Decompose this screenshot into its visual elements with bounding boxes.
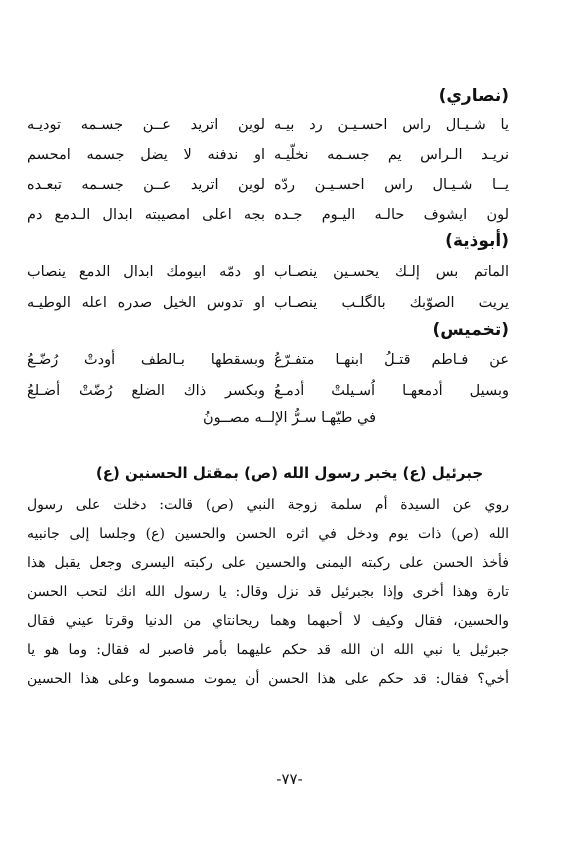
story-line-5: والحسين، فقال وكيف لا أحبهما وهما ريحانتاي من الدنيا وقرتا عيني فقال — [27, 613, 509, 629]
abuthiya-verse-1-second-hemistich: او دمّه ابيومك ابدال الدمع ينصاب — [27, 264, 265, 280]
nasari-verse-2-second-hemistich: او ندفنه لا يضل جسمه امحسم — [27, 147, 265, 163]
takhmis-verse-1-first-hemistich: عن فـاطم قتـلُ ابنهـا متفـرّعُ — [274, 352, 509, 368]
abuthiya-heading: (أبوذية) — [445, 231, 509, 251]
nasari-heading: (نصاري) — [438, 86, 509, 106]
nasari-verse-1-second-hemistich: لوين اتريد عــن جسـمه توديـه — [27, 117, 265, 133]
story-title: جبرئيل (ع) يخبر رسول الله (ص) بمقتل الحسنين (ع) — [95, 464, 484, 482]
nasari-verse-1-first-hemistich: يا شـيـال راس احسـيـن رد بيـه — [274, 117, 509, 133]
abuthiya-verse-2-first-hemistich: يريت الصوّبك بالگلـب ينصـاب — [274, 295, 509, 311]
nasari-verse-3-second-hemistich: لوين اتريد عــن جسـمه تبعـده — [27, 177, 265, 193]
story-line-7: أخي؟ فقال: قد حكم على هذا الحسن أن يموت مسموما وعلى هذا الحسين — [27, 671, 509, 687]
story-line-2: الله (ص) ذات يوم ودخل في اثره الحسن والحسين (ع) وجلسا إلى جانبيه — [27, 526, 509, 542]
takhmis-closing-line: في طيّهـا سـرُّ الإلــه مصــونُ — [202, 410, 377, 426]
abuthiya-verse-2-second-hemistich: او تدوس الخيل صدره اعله الوطيـه — [27, 295, 265, 311]
nasari-verse-4-second-hemistich: بجه اعلى امصيبته ابدال الـدمع دم — [27, 207, 265, 223]
story-line-3: فأخذ الحسن على ركبته اليمنى والحسين على ركبته اليسرى وجعل يقبل هذا — [27, 555, 509, 571]
takhmis-verse-2-second-hemistich: وبكسر ذاك الضلع رُضّتْ أضـلعُ — [27, 383, 265, 399]
story-line-4: تارة وهذا أخرى وإذا بجبرئيل قد نزل وقال: يا رسول الله انك لتحب الحسن — [27, 584, 509, 600]
nasari-verse-2-first-hemistich: نريـد الـراس يم جسـمه نخلّيـه — [274, 147, 509, 163]
abuthiya-verse-1-first-hemistich: الماتم بس إلـك يحسـين ينصـاب — [274, 264, 509, 280]
page-number: -٧٧- — [276, 770, 303, 788]
takhmis-verse-2-first-hemistich: وبسيل أدمعهـا اُسـيلتْ أدمـعُ — [274, 383, 509, 399]
story-line-1: روي عن السيدة أم سلمة زوجة النبي (ص) قالت: دخلت على رسول — [27, 497, 509, 513]
takhmis-verse-1-second-hemistich: وبسقطها بـالطف أودتْ رُضّـعُ — [27, 352, 265, 368]
nasari-verse-3-first-hemistich: يــا شـيـال راس احسـيـن ردّه — [274, 177, 509, 193]
takhmis-heading: (تخميس) — [432, 320, 509, 340]
nasari-verse-4-first-hemistich: لون ايشوف حالـه اليـوم جـده — [274, 207, 509, 223]
story-line-6: جبرئيل يا نبي الله ان الله قد حكم عليهما بأمر فاصبر له فقال: وما هو يا — [27, 642, 509, 658]
